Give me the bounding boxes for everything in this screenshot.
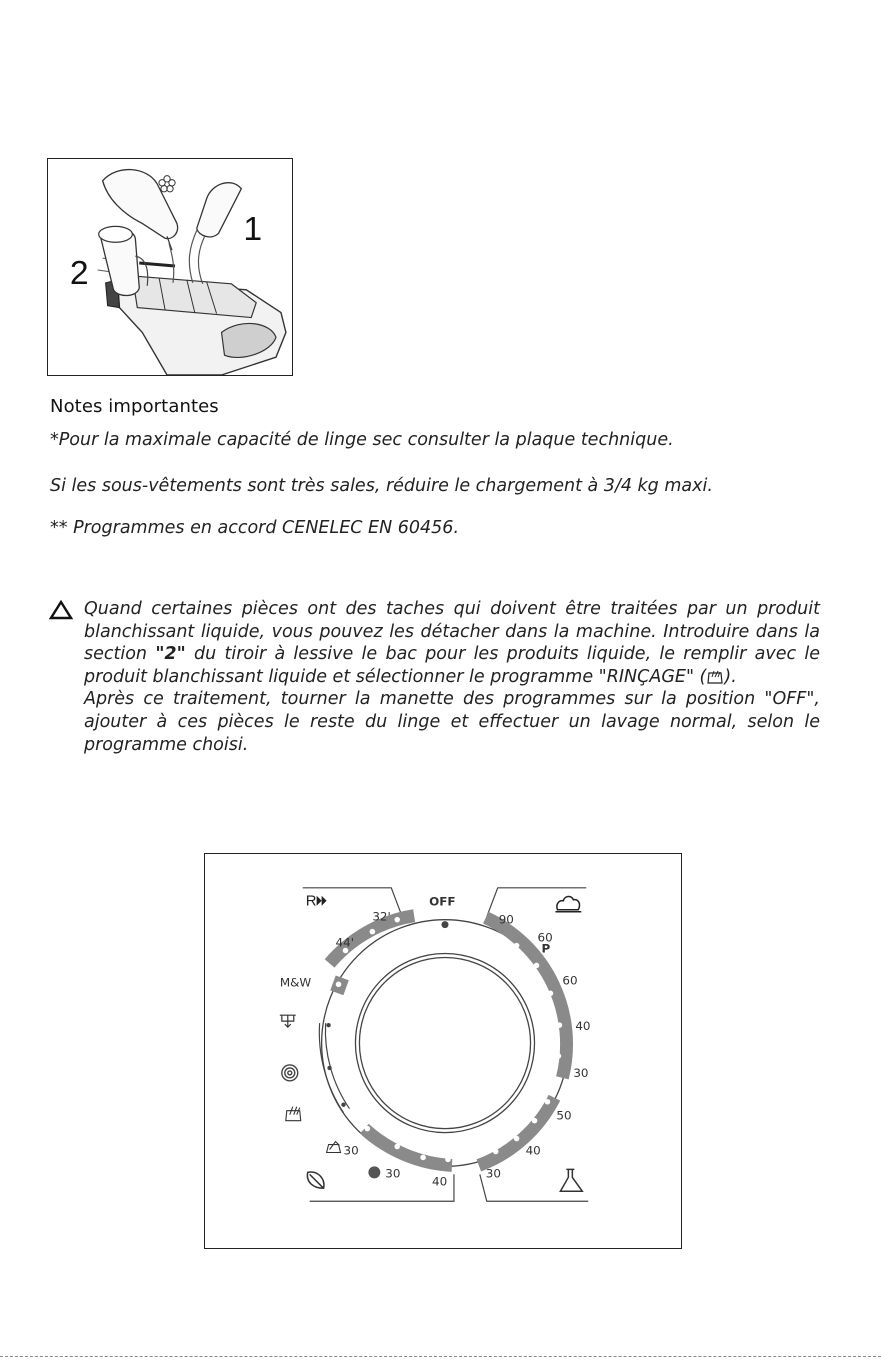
programme-dial xyxy=(205,854,681,1248)
synthetic-icon xyxy=(560,1169,582,1191)
label-synthetic-50: 50 xyxy=(556,1108,572,1123)
label-cotton-90: 90 xyxy=(498,912,514,927)
label-cotton-40: 40 xyxy=(575,1019,591,1034)
warning-text-2: Après ce traitement, tourner la manette des programmes sur la position "OFF", ajouter à ces pièces le reste du linge et effectuer un lavage normal, selon le programme choisi. xyxy=(84,689,820,755)
spin-drain-icon xyxy=(280,1015,296,1027)
warning-text-1: Quand certaines pièces ont des taches qui doivent être traitées par un produit blanchissant liquide, vous pouvez les détacher dans la machine. Introduire dans la section "2" du tiroir à lessive le bac pour les produits liquide, le remplir avec le produit blanchissant liquide et sélectionner le programme "RINÇAGE" ( ). xyxy=(84,599,820,687)
label-cotton-60p: 60 xyxy=(537,930,553,945)
label-32: 32' xyxy=(372,909,391,924)
detergent-drawer-illustration xyxy=(48,159,292,375)
rapid-icon xyxy=(306,893,327,910)
spin-icon xyxy=(282,1065,298,1081)
label-synthetic-40: 40 xyxy=(525,1143,541,1158)
drawer-section-2: "2" xyxy=(155,644,186,665)
notes-heading: Notes importantes xyxy=(50,396,219,417)
page-bottom-rule xyxy=(0,1356,881,1357)
note-underwear: Si les sous-vêtements sont très sales, réduire le chargement à 3/4 kg maxi. xyxy=(50,476,713,496)
label-delicate-40: 40 xyxy=(432,1174,448,1189)
label-44: 44' xyxy=(335,935,354,950)
cotton-icon xyxy=(555,896,581,911)
label-p: P xyxy=(541,941,551,956)
note-capacity: *Pour la maximale capacité de linge sec consulter la plaque technique. xyxy=(50,430,674,450)
flower-icon xyxy=(159,176,175,192)
hand-wash-icon xyxy=(327,1142,341,1153)
rinse-icon xyxy=(706,668,724,684)
label-hand-30: 30 xyxy=(343,1143,359,1158)
label-cotton-60: 60 xyxy=(562,973,578,988)
label-mw: M&W xyxy=(279,975,312,990)
wool-icon xyxy=(368,1166,380,1178)
detergent-drawer-figure xyxy=(47,158,293,376)
figure-label-1: 1 xyxy=(243,211,263,249)
warning-triangle-icon xyxy=(49,600,73,620)
warning-paragraph xyxy=(84,598,820,756)
programme-dial-figure xyxy=(204,853,682,1249)
label-wool-30: 30 xyxy=(385,1166,401,1181)
svg-text:R: R xyxy=(305,892,317,910)
note-cenelec: ** Programmes en accord CENELEC EN 60456. xyxy=(50,518,460,538)
label-cotton-30: 30 xyxy=(573,1065,589,1080)
figure-label-2: 2 xyxy=(69,254,89,292)
delicate-icon xyxy=(307,1172,324,1188)
off-label: OFF xyxy=(429,894,456,909)
rinse-icon xyxy=(286,1107,301,1121)
label-synthetic-30: 30 xyxy=(485,1166,501,1181)
